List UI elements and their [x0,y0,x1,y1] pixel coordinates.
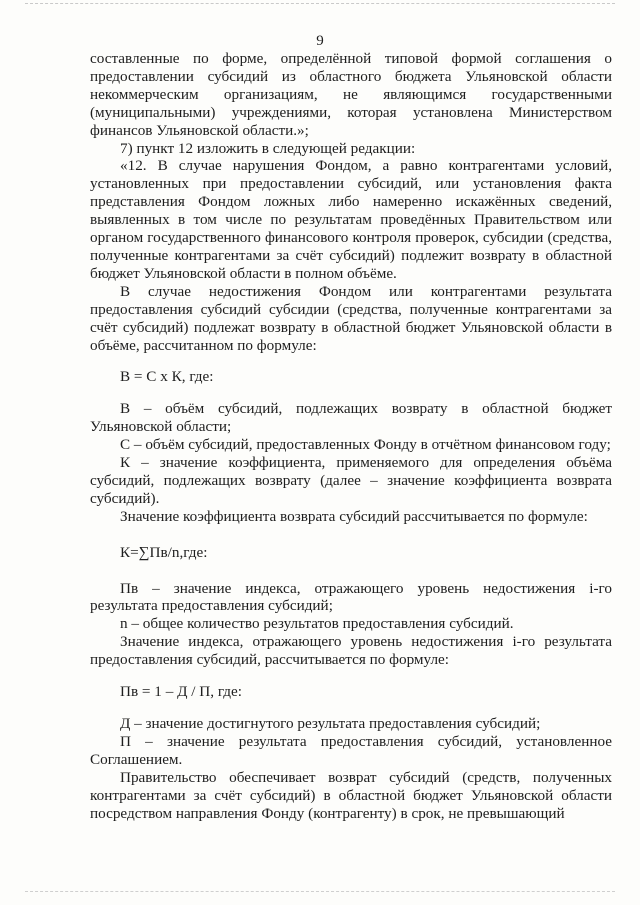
paragraph-4: В случае недостижения Фондом или контрагентами результата предоставления субсидий субсидии (средства, полученные контрагентами за счёт субсидий) подлежат возврату в областной бюджет Ульяновской области в объёме, рассчитанном по формуле: [90,282,612,354]
paragraph-def-n: n – общее количество результатов предоставления субсидий. [120,615,514,633]
paragraph-3: «12. В случае нарушения Фондом, а равно контрагентами условий, установленных при предоставлении субсидий, или установления факта представления Фондом ложных либо намеренно искажённых сведений, выявленных в том числе по результатам проведённых Правительством или органом государственного финансового контроля проверок, субсидии (средства, полученные контрагентами за счёт субсидий) подлежит возврату в областной бюджет Ульяновской области в полном объёме. [90,157,612,282]
page-number: 9 [316,33,324,49]
paragraph-def-b: В – объём субсидий, подлежащих возврату в областной бюджет Ульяновской области; [90,400,612,436]
paragraph-2: 7) пункт 12 изложить в следующей редакции: [120,139,416,157]
scan-edge-bottom [25,891,615,893]
document-body [90,50,612,822]
spacer [90,386,612,400]
spacer [90,562,612,580]
paragraph-def-d: Д – значение достигнутого результата предоставления субсидий; [120,715,541,732]
formula-pv: Пв = 1 – Д / П, где: [120,683,242,701]
paragraph-def-p: П – значение результата предоставления субсидий, установленное Соглашением. [90,732,612,768]
spacer [90,354,612,368]
paragraph-return: Правительство обеспечивает возврат субсидий (средств, полученных контрагентами за счёт субсидий) в областной бюджет Ульяновской области посредством направления Фонду (контрагенту) в срок, не превышающий [90,768,612,822]
paragraph-pv-intro: Значение индекса, отражающего уровень недостижения i-го результата предоставления субсидий, рассчитывается по формуле: [90,633,612,669]
paragraph-def-pv: Пв – значение индекса, отражающего уровень недостижения i-го результата предоставления субсидий; [90,579,612,615]
scan-edge-top [25,3,615,5]
spacer [90,701,612,715]
spacer [90,526,612,544]
formula-b: В = С х К, где: [120,368,214,386]
paragraph-def-k: К – значение коэффициента, применяемого для определения объёма субсидий, подлежащих возврату (далее – значение коэффициента возврата субсидий). [90,454,612,507]
paragraph-k-intro: Значение коэффициента возврата субсидий рассчитывается по формуле: [120,507,588,525]
spacer [90,669,612,683]
paragraph-1: составленные по форме, определённой типовой формой соглашения о предоставлении субсидий из областного бюджета Ульяновской области некоммерческим организациям, не являющимся государственными (муниципальными) учреждениями, которая установлена Министерством финансов Ульяновской области.»; [90,50,612,139]
paragraph-def-c: С – объём субсидий, предоставленных Фонду в отчётном финансовом году; [120,436,611,454]
formula-k: К=∑Пв/n,где: [120,543,208,561]
